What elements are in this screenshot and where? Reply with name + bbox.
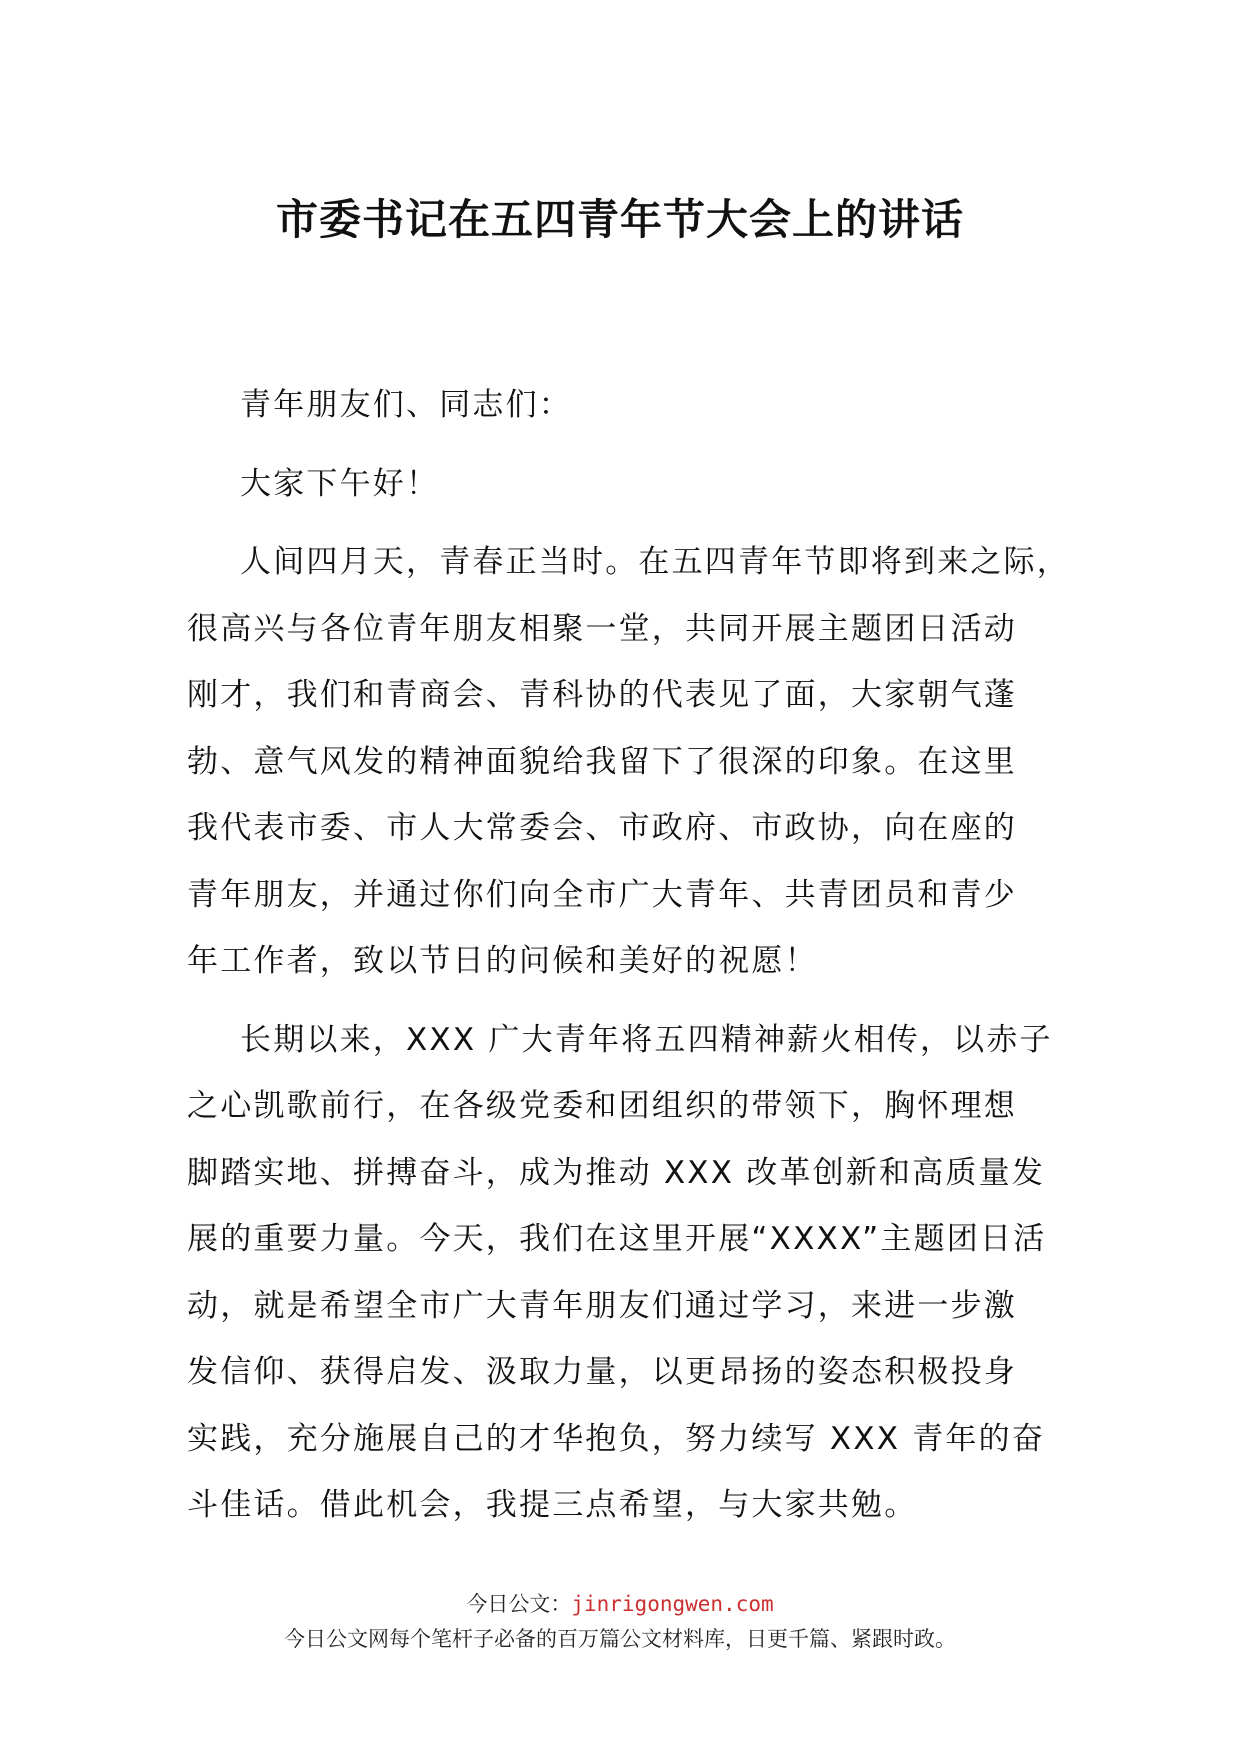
footer-website-link[interactable]: jinrigongwen.com [571,1592,774,1616]
body-paragraph-1 [187,529,1070,995]
paragraph-line: 大家下午好！ [240,465,440,502]
paragraph-line: 刚才，我们和青商会、青科协的代表见了面，大家朝气蓬 [187,677,1017,713]
paragraph-line: 发信仰、获得启发、汲取力量，以更昂扬的姿态积极投身 [187,1354,1017,1390]
document-body [187,372,1070,1539]
body-paragraph-2 [187,1007,1067,1539]
paragraph-line: 青年朋友，并通过你们向全市广大青年、共青团员和青少 [187,876,1017,913]
paragraph-line: 之心凯歌前行，在各级党委和团组织的带领下，胸怀理想 [187,1088,1017,1124]
footer-source [0,1588,1240,1618]
paragraph-line: 年工作者，致以节日的问候和美好的祝愿！ [187,943,818,979]
paragraph-line: 展的重要力量。今天，我们在这里开展“XXXX”主题团日活 [187,1221,1047,1257]
paragraph-line: 动，就是希望全市广大青年朋友们通过学习，来进一步激 [187,1287,1017,1324]
paragraph-line: 青年朋友们、同志们： [240,387,572,423]
paragraph-line: 斗佳话。借此机会，我提三点希望，与大家共勉。 [187,1487,918,1523]
paragraph-line: 长期以来，XXX 广大青年将五四精神薪火相传，以赤子 [240,1021,1053,1058]
footer-source-label: 今日公文： [466,1592,572,1616]
paragraph-line: 我代表市委、市人大常委会、市政府、市政协，向在座的 [187,810,1017,846]
paragraph-line: 人间四月天，青春正当时。在五四青年节即将到来之际， [240,544,1070,580]
document-title: 市委书记在五四青年节大会上的讲话 [275,195,964,244]
greeting-paragraph [187,451,1067,518]
paragraph-line: 很高兴与各位青年朋友相聚一堂，共同开展主题团日活动 [187,610,1017,647]
footer-tagline: 今日公文网每个笔杆子必备的百万篇公文材料库，日更千篇、紧跟时政。 [284,1627,956,1651]
paragraph-line: 实践，充分施展自己的才华抱负，努力续写 XXX 青年的奋 [187,1420,1046,1457]
paragraph-line: 脚踏实地、拼搏奋斗，成为推动 XXX 改革创新和高质量发 [187,1154,1046,1191]
salutation-paragraph [187,372,1067,439]
paragraph-line: 勃、意气风发的精神面貌给我留下了很深的印象。在这里 [187,743,1017,780]
